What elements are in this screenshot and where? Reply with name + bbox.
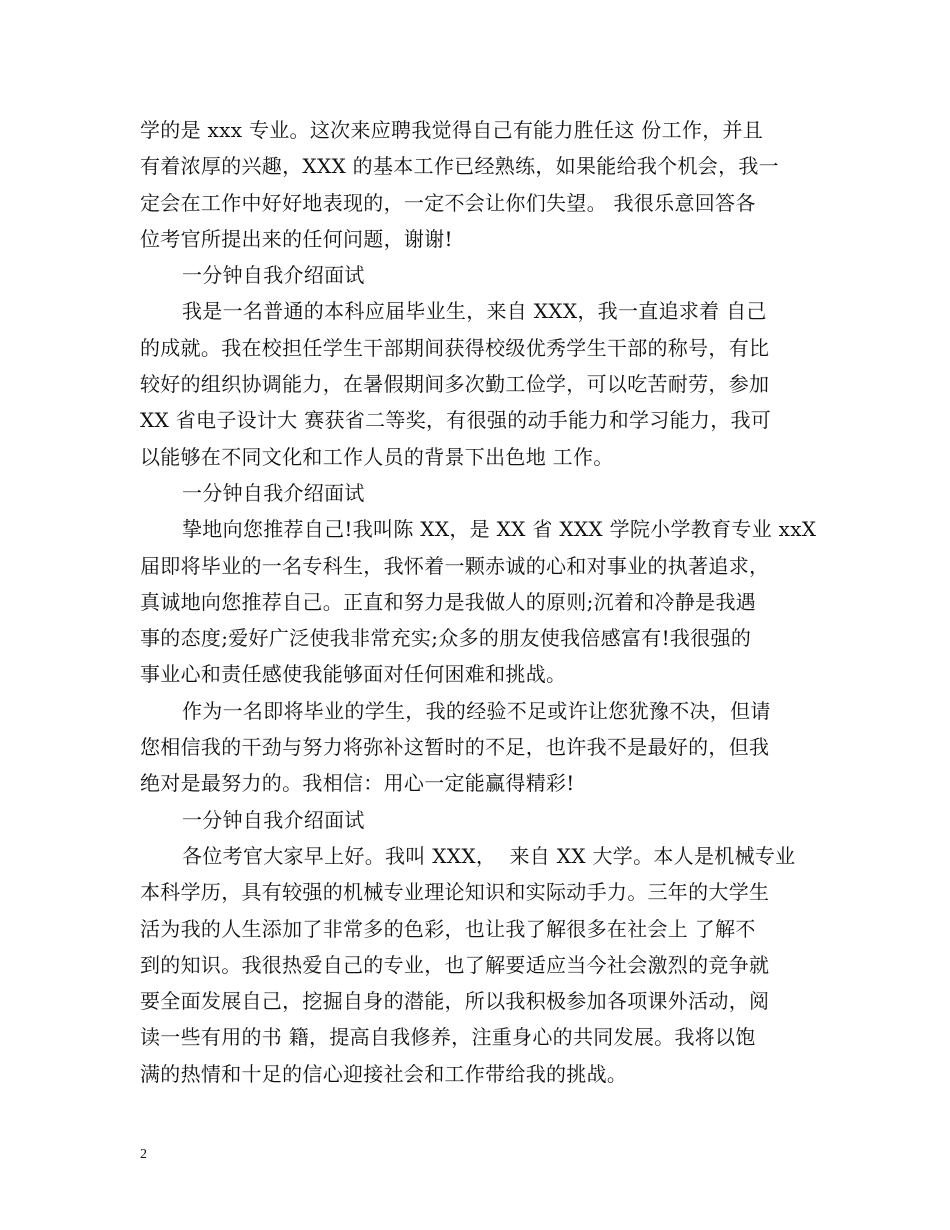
- paragraph-first-line: 一分钟自我介绍面试: [182, 480, 365, 505]
- paragraph-first-line: 各位考官大家早上好。我叫 XXX， 来自 XX 大学。本人是机械专业: [182, 843, 796, 868]
- paragraph-first-line: 挚地向您推荐自己!我叫陈 XX，是 XX 省 XXX 学院小学教育专业 xxX: [182, 517, 817, 542]
- paragraph-first-line: 一分钟自我介绍面试: [182, 263, 365, 288]
- text-line: 事的态度;爱好广泛使我非常充实;众多的朋友使我倍感富有!我很强的: [140, 626, 752, 651]
- text-line: 本科学历，具有较强的机械专业理论知识和实际动手力。三年的大学生: [140, 880, 770, 905]
- paragraph-first-line: 一分钟自我介绍面试: [182, 807, 365, 832]
- paragraph-first-line: 作为一名即将毕业的学生，我的经验不足或许让您犹豫不决，但请: [182, 698, 771, 723]
- document-body: [140, 112, 817, 1092]
- text-line: 要全面发展自己，挖掘自身的潜能，所以我积极参加各项课外活动，阅: [140, 989, 770, 1014]
- text-line: 届即将毕业的一名专科生，我怀着一颗赤诚的心和对事业的执著追求，: [140, 553, 770, 578]
- text-line: 事业心和责任感使我能够面对任何困难和挑战。: [140, 662, 567, 687]
- text-line: 您相信我的干劲与努力将弥补这暂时的不足，也许我不是最好的，但我: [140, 735, 770, 760]
- text-line: 的成就。我在校担任学生干部期间获得校级优秀学生干部的称号，有比: [140, 335, 770, 360]
- text-line: 较好的组织协调能力，在暑假期间多次勤工俭学，可以吃苦耐劳，参加: [140, 372, 770, 397]
- paragraph-first-line: 我是一名普通的本科应届毕业生，来自 XXX，我一直追求着 自己: [182, 299, 767, 324]
- text-line: 位考官所提出来的任何问题，谢谢!: [140, 226, 453, 251]
- text-line: 绝对是最努力的。我相信：用心一定能赢得精彩!: [140, 771, 575, 796]
- text-line: 学的是 xxx 专业。这次来应聘我觉得自己有能力胜任这 份工作，并且: [140, 118, 764, 142]
- text-line: 满的热情和十足的信心迎接社会和工作带给我的挑战。: [140, 1061, 628, 1086]
- text-line: 到的知识。我很热爱自己的专业，也了解要适应当今社会激烈的竞争就: [140, 952, 770, 977]
- text-line: 读一些有用的书 籍，提高自我修养，注重身心的共同发展。我将以饱: [140, 1025, 756, 1050]
- text-line: 定会在工作中好好地表现的，一定不会让你们失望。 我很乐意回答各: [140, 190, 756, 215]
- text-line: 真诚地向您推荐自己。正直和努力是我做人的原则;沉着和冷静是我遇: [140, 589, 757, 614]
- text-line: XX 省电子设计大 赛获省二等奖，有很强的动手能力和学习能力，我可: [140, 408, 772, 433]
- page-number: 2: [140, 1147, 147, 1162]
- text-line: 活为我的人生添加了非常多的色彩，也让我了解很多在社会上 了解不: [140, 916, 756, 941]
- text-line: 以能够在不同文化和工作人员的背景下出色地 工作。: [140, 444, 614, 469]
- text-line: 有着浓厚的兴趣，XXX 的基本工作已经熟练，如果能给我个机会，我一: [140, 154, 779, 179]
